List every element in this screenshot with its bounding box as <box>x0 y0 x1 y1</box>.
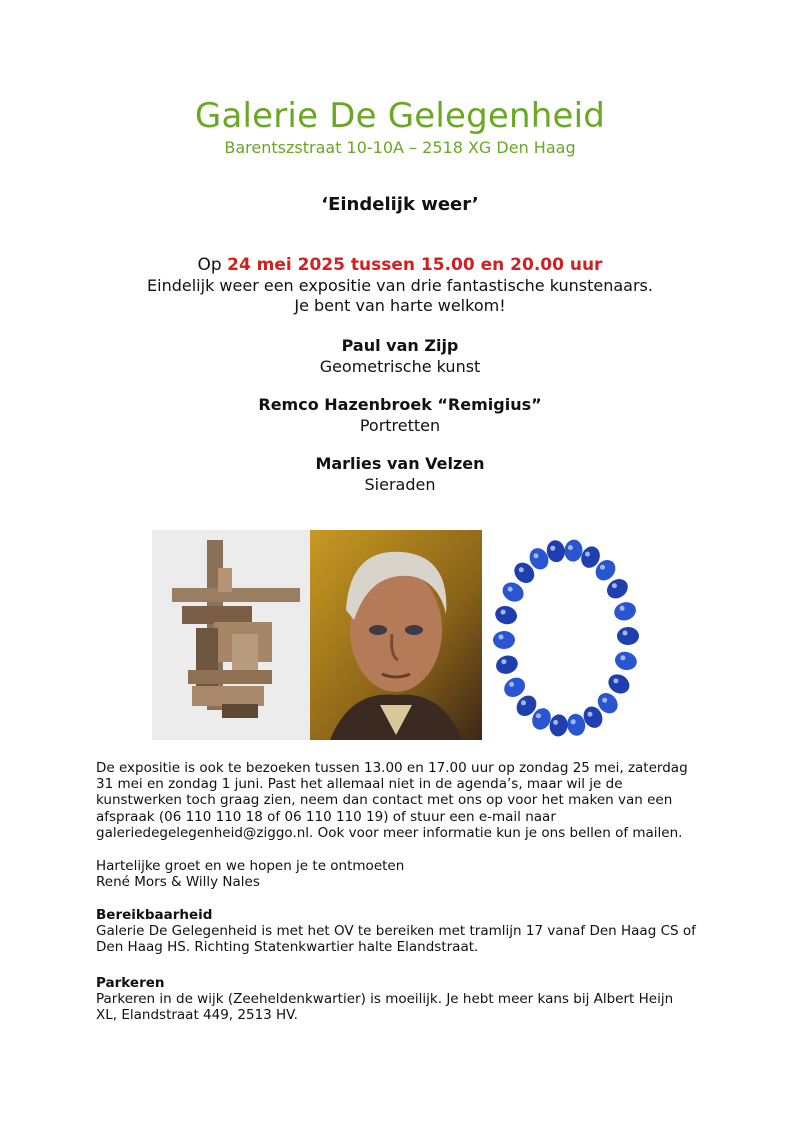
necklace-bead <box>617 627 639 645</box>
reachability-section <box>96 907 706 956</box>
necklace-bead <box>494 653 520 677</box>
text-line: galeriedegelegenheid@ziggo.nl. Ook voor meer informatie kun je ons bellen of mailen. <box>96 824 683 841</box>
bead-highlight <box>501 610 506 615</box>
bead-highlight <box>600 565 605 570</box>
text-line: XL, Elandstraat 449, 2513 HV. <box>96 1007 298 1024</box>
date-highlight: 24 mei 2025 tussen 15.00 en 20.00 uur <box>227 255 603 275</box>
bead-highlight <box>620 655 625 660</box>
reachability-heading: Bereikbaarheid <box>96 907 213 923</box>
welcome-line: Je bent van harte welkom! <box>294 296 506 315</box>
bead-highlight <box>568 545 573 550</box>
signature-line: René Mors & Willy Nales <box>96 874 260 891</box>
intro-line: Eindelijk weer een expositie van drie fantastische kunstenaars. <box>147 276 653 295</box>
text-line: Galerie De Gelegenheid is met het OV te bereiken met tramlijn 17 vanaf Den Haag CS of <box>96 923 696 940</box>
necklace-bead <box>548 713 569 737</box>
artist-discipline: Portretten <box>359 416 441 435</box>
date-line <box>0 255 800 275</box>
text-line: kunstwerken toch graag zien, neem dan contact met ons op voor het maken van een <box>96 792 673 809</box>
bead-highlight <box>521 700 526 705</box>
artist-name: Marlies van Velzen <box>315 454 485 473</box>
geometric-wood-sculpture-image <box>152 530 310 740</box>
gallery-address: Barentszstraat 10-10A – 2518 XG Den Haag <box>224 138 576 157</box>
blue-necklace-image <box>482 530 651 740</box>
artist-name: Paul van Zijp <box>341 336 459 355</box>
text-line: afspraak (06 110 110 18 of 06 110 110 19) of stuur een e-mail naar <box>96 808 556 825</box>
artist-block <box>0 335 800 377</box>
bead-highlight <box>553 720 558 725</box>
bead-highlight <box>509 682 514 687</box>
bead-highlight <box>612 583 617 588</box>
necklace-bead <box>493 631 515 649</box>
artist-name: Remco Hazenbroek “Remigius” <box>258 395 542 414</box>
bead-highlight <box>508 587 513 592</box>
date-prefix: Op <box>197 255 228 275</box>
text-line: Den Haag HS. Richting Statenkwartier halte Elandstraat. <box>96 939 479 956</box>
text-line: 31 mei en zondag 1 juni. Past het allemaal niet in de agenda’s, maar wil je de <box>96 776 623 793</box>
necklace-bead <box>493 604 519 627</box>
necklace-bead <box>563 539 584 563</box>
bead-highlight <box>588 712 593 717</box>
parking-section <box>96 975 706 1024</box>
bead-highlight <box>613 678 618 683</box>
necklace-bead <box>612 599 638 623</box>
text-line: Parkeren in de wijk (Zeeheldenkwartier) is moeilijk. Je hebt meer kans bij Albert Heijn <box>96 991 674 1008</box>
exhibition-title: ‘Eindelijk weer’ <box>321 194 479 215</box>
artist-block <box>0 453 800 495</box>
necklace-bead <box>605 671 633 698</box>
bead-highlight <box>501 659 506 664</box>
bead-highlight <box>620 606 625 611</box>
bead-highlight <box>519 567 524 572</box>
bead-highlight <box>571 719 576 724</box>
visit-info-paragraph <box>96 760 706 841</box>
portrait-painting-image <box>310 530 482 740</box>
bead-highlight <box>623 631 628 636</box>
bead-highlight <box>534 553 539 558</box>
artist-discipline: Geometrische kunst <box>319 357 481 376</box>
bead-highlight <box>550 546 555 551</box>
gallery-name: Galerie De Gelegenheid <box>194 96 606 136</box>
artist-discipline: Sieraden <box>364 475 436 494</box>
artist-block <box>0 394 800 436</box>
necklace-bead <box>499 579 527 606</box>
parking-heading: Parkeren <box>96 975 165 991</box>
bead-highlight <box>499 635 504 640</box>
necklace-bead <box>613 649 639 672</box>
bead-highlight <box>602 698 607 703</box>
bead-highlight <box>536 713 541 718</box>
greeting <box>96 858 706 890</box>
greeting-line: Hartelijke groet en we hopen je te ontmoeten <box>96 858 405 874</box>
artwork-images <box>152 530 651 740</box>
bead-highlight <box>585 552 590 557</box>
text-line: De expositie is ook te bezoeken tussen 13.00 en 17.00 uur op zondag 25 mei, zaterdag <box>96 760 688 776</box>
